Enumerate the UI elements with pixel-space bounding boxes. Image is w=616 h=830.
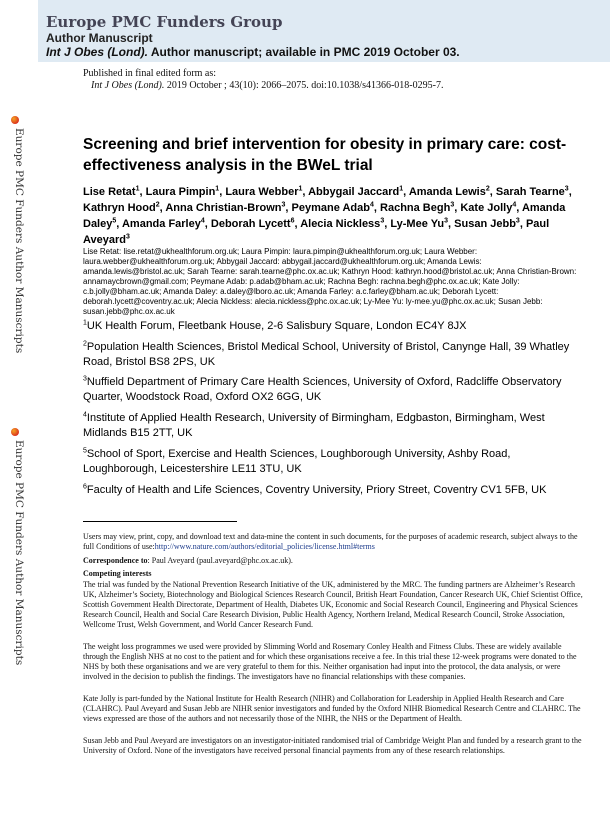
author [308,186,403,198]
header-banner [38,0,610,62]
author-affiliation-number: 4 [200,217,205,225]
affiliation-3 [83,375,573,405]
competing-paragraph-2: The weight loss programmes we used were provided by Slimming World and Rosemary Conley Health and Fitness Clubs. These are widely available through the English NHS at no cost to the patient and for which these organisations receive a fee. In this trial these 12-week programs were donated to the NHS by both these organisations and we are very grateful to them for this. Neither organisation had input into the protocol, the data analysis, or were involved in the decision to publish the findings. The investigators have no financial relationships with these companies. [83,642,577,681]
author-emails: Lise Retat: lise.retat@ukhealthforum.org.uk; Laura Pimpin: laura.pimpin@ukhealthforum.org.uk; Laura Webber: laura.webber@ukhealthforum.org.uk; Abbygail Jaccard: abbygail.jaccard@ukhealthforum.org.uk; Amanda Lewis: amanda.lewis@bristol.ac.uk; Sarah Tearne: sarah.tearne@phc.ox.ac.uk; Kathryn Hood: kathryn.hood@bristol.ac.uk; Anna Christian-Brown: annamaycbrown@gmail.com; Peymane Adab: p.adab@bham.ac.uk; Rachna Begh: rachna.begh@phc.ox.ac.uk; Kate Jolly: c.b.jolly@bham.ac.uk; Amanda Daley: a.daley@lboro.ac.uk; Amanda Farley: a.c.farley@bham.ac.uk; Deborah Lycett: deborah.lycett@coventry.ac.uk; Alecia Nickless: alecia.nickless@phc.ox.ac.uk; Ly-Mee Yu: ly-mee.yu@phc.ox.ac.uk; Susan Jebb: susan.jebb@phc.ox.ac.uk [83,247,577,316]
author-affiliation-number: 1 [135,185,140,193]
author-affiliation-number: 1 [399,185,404,193]
author-name: Alecia Nickless [300,218,381,230]
author-name: Anna Christian-Brown [165,202,282,214]
competing-paragraph-3: Kate Jolly is part-funded by the National Institute for Health Research (NIHR) and Collaboration for Leadership in Applied Health Research and Care (CLAHRC). Paul Aveyard and Susan Jebb are NIHR senior investigators and funded by the Oxford NIHR Biomedical Research Centre and CLAHRC. The views expressed are those of the authors and not necessarily those of the NIHR, the NHS or the Department of Health. [83,694,581,723]
affiliation-number: 3 [83,375,87,383]
author [122,218,205,230]
journal-status [46,45,460,59]
author [300,218,384,230]
epmc-logo-icon [11,116,19,124]
affiliation-number: 5 [83,447,87,455]
sidebar-label-top: Europe PMC Funders Author Manuscripts [13,128,25,354]
terms-text: Users may view, print, copy, and download text and data-mine the content in such documents, for the purposes of academic research, subject always to the full Conditions of use: [83,532,578,551]
affiliation-number: 2 [83,340,87,348]
author-affiliation-number: 5 [112,217,117,225]
author [165,202,285,214]
author-name: Peymane Adab [291,202,370,214]
footnote-divider [83,521,237,522]
affiliation-text: UK Health Forum, Fleetbank House, 2-6 Salisbury Square, London EC4Y 8JX [86,320,467,332]
author-name: Kathryn Hood [83,202,156,214]
author [390,218,448,230]
author-manuscript-label: Author Manuscript [46,31,153,45]
competing-interests-heading: Competing interests [83,569,152,578]
author [460,202,516,214]
competing-paragraph-1: The trial was funded by the National Prevention Research Initiative of the UK, administered by the MRC. The funding partners are Alzheimer’s Research UK, Alzheimer’s Society, Biotechnology and Biological Sciences Research Council, British Heart Foundation, Cancer Research UK, Chief Scientist Office, Scottish Government Health Directorate, Department of Health, Diabetes UK, Economic and Social Research Council, Engineering and Physical Sciences Research Council, Health and Social Care Research Division, Public Health Agency, Northern Ireland, Medical Research Council, Stroke Association, Wellcome Trust, Welsh Government, and World Cancer Research Fund. [83,580,583,629]
author-affiliation-number: 1 [298,185,303,193]
author-name: Amanda Farley [121,218,201,230]
author [83,186,139,198]
affiliation-6 [83,483,573,498]
author-affiliation-number: 2 [155,201,160,209]
affiliation-text: Institute of Applied Health Research, University of Birmingham, Edgbaston, Birmingham, West Midlands B15 2TT, UK [83,412,545,439]
competing-paragraph-4: Susan Jebb and Paul Aveyard are investigators on an investigator-initiated randomised trial of Cambridge Weight Plan and funded by a research grant to the University of Oxford. None of the investigators have received personal financial payments from any of these research relationships. [83,736,582,755]
author-affiliation-number: 3 [380,217,385,225]
epmc-logo-icon [11,428,19,436]
affiliation-text: Faculty of Health and Life Sciences, Coventry University, Priory Street, Coventry CV1 5FB, UK [86,484,547,496]
author-name: Amanda Daley [83,202,566,230]
author-affiliation-number: 1 [215,185,220,193]
terms-link[interactable]: http://www.nature.com/authors/editorial_policies/license.html#terms [154,542,375,551]
affiliation-text: Nuffield Department of Primary Care Health Sciences, University of Oxford, Radcliffe Observatory Quarter, Woodstock Road, Oxford OX2 6GG, UK [83,376,562,403]
author-affiliation-number: 3 [126,233,130,241]
author-name: Laura Webber [225,186,299,198]
author-affiliation-number: 3 [444,217,449,225]
affiliation-number: 1 [83,319,87,327]
author [225,186,302,198]
author-name: Kate Jolly [460,202,513,214]
author-name: Susan Jebb [454,218,516,230]
author-name: Paul Aveyard [83,218,550,246]
citation-details: 2019 October ; 43(10): 2066–2075. doi:10.1038/s41366-018-0295-7. [164,80,444,91]
citation-line [91,80,443,91]
correspondence-text: : Paul Aveyard (paul.aveyard@phc.ox.ac.uk). [147,556,293,565]
author [83,202,160,214]
terms-of-use [83,532,588,552]
author-affiliation-number: 4 [512,201,517,209]
sidebar-label-bottom: Europe PMC Funders Author Manuscripts [13,440,25,666]
author-list: Lise Retat$^1$, Laura Pimpin$^1$, Laura Webber$^1$, Abbygail Jaccard$^1$, Amanda Lewis$^2$, Sarah Tearne$^3$, Kathryn Hood$^2$, Anna Christian-Brown$^3$, Peymane Adab$^4$, Rachna Begh$^3$, Kate Jolly$^4$, Amanda Daley$^5$, Amanda Farley$^4$, Deborah Lycett$^6$, Alecia Nickless$^3$, Ly-Mee Yu$^3$, Susan Jebb$^3$, Paul Aveyard$^3$ [83,185,572,246]
journal-name: Int J Obes (Lond). [46,45,148,59]
correspondence [83,556,588,566]
author-name: Deborah Lycett [210,218,291,230]
author-name: Amanda Lewis [408,186,486,198]
author-name: Laura Pimpin [145,186,216,198]
published-label: Published in final edited form as: [83,68,217,79]
author-affiliation-number: 3 [564,185,569,193]
author-name: Abbygail Jaccard [308,186,400,198]
affiliation-2 [83,340,573,370]
author [146,186,220,198]
affiliation-number: 4 [83,411,87,419]
affiliation-4 [83,411,573,441]
citation-journal: Int J Obes (Lond). [91,80,165,91]
author [496,186,569,198]
author-affiliation-number: 6 [290,217,295,225]
article-title: Screening and brief intervention for obesity in primary care: cost-effectiveness analysis in the BWeL trial [83,136,567,174]
affiliation-1 [83,319,573,334]
affiliation-number: 6 [83,483,87,491]
funders-group-title: Europe PMC Funders Group [46,13,283,31]
sidebar [4,0,24,830]
author [211,218,295,230]
affiliation-text: Population Health Sciences, Bristol Medical School, University of Bristol, Canynge Hall, 39 Whatley Road, Bristol BS8 2PS, UK [83,341,570,368]
author-affiliation-number: 3 [450,201,455,209]
author-affiliation-number: 4 [369,201,374,209]
author-name: Ly-Mee Yu [390,218,445,230]
author-affiliation-number: 3 [515,217,520,225]
author-name: Rachna Begh [380,202,451,214]
author-name: Sarah Tearne [495,186,565,198]
availability-text: Author manuscript; available in PMC 2019 October 03. [148,45,460,59]
author-affiliation-number: 2 [485,185,490,193]
affiliation-5 [83,447,573,477]
author-affiliation-number: 3 [281,201,286,209]
affiliation-text: School of Sport, Exercise and Health Sciences, Loughborough University, Ashby Road, Loughborough, Leicestershire LE11 3TU, UK [83,448,511,475]
author [454,218,520,230]
author-name: Lise Retat [83,186,136,198]
correspondence-label: Correspondence to [83,556,148,565]
author [409,186,490,198]
author [292,202,374,214]
author [380,202,454,214]
